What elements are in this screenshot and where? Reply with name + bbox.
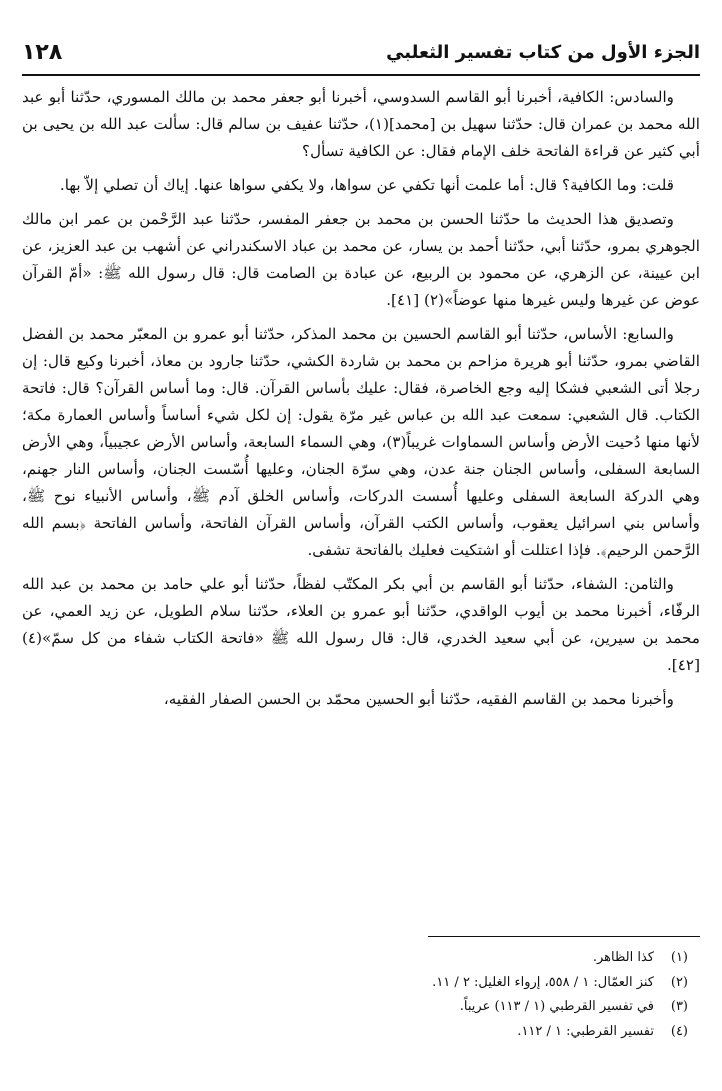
page-number: ١٢٨: [22, 39, 63, 65]
paragraph-question: قلت: وما الكافية؟ قال: أما علمت أنها تكفي عن سواها، ولا يكفي سواها عنها. إياك أن تصلي إلاّ بها.: [59, 176, 674, 194]
footnote-text: كنز العمّال: ١ / ٥٥٨، إرواء الغليل: ٢ / ١١.: [432, 974, 654, 990]
footnote-number: (١): [670, 950, 688, 965]
footnote-number: (٣): [670, 999, 688, 1014]
header-rule: [22, 74, 700, 76]
main-text: [22, 84, 700, 720]
footnote-number: (٢): [670, 974, 688, 990]
page-header: [22, 32, 700, 72]
paragraph-confirmation: وتصديق هذا الحديث ما حدّثنا الحسن بن محمد بن جعفر المفسر، حدّثنا عبد الرَّحْمن بن عمر ابن مالك الجوهري بمرو، حدّثنا أبي، حدّثنا أحمد بن يسار، عن محمد بن عباد الاسكندراني عن أشهب بن عبد العزيز، عن ابن عيينة، عن الزهري، عن محمود بن الربيع، عن عبادة بن الصامت قال: قال رسول الله ﷺ: «أمّ القرآن عوض عن غيرها وليس غيرها منها عوضاً»(٢) [٤١].: [22, 210, 700, 309]
footnote-item: [22, 946, 700, 971]
footnote-text: تفسير القرطبي: ١ / ١١٢.: [517, 1023, 654, 1039]
footnote-text: كذا الظاهر.: [592, 950, 654, 965]
paragraph-final: وأخبرنا محمد بن القاسم الفقيه، حدّثنا أبو الحسين محمّد بن الحسن الصفار الفقيه،: [163, 690, 674, 708]
paragraph-sixth: والسادس: الكافية، أخبرنا أبو القاسم السدوسي، أخبرنا أبو جعفر محمد بن مالك المسوري، حدّثنا أبو عبد الله محمد بن عمران قال: حدّثنا سهيل بن [محمد](١)، حدّثنا عفيف بن سالم قال: سألت عبد الله بن يحيى بن أبي كثير عن قراءة الفاتحة خلف الإمام فقال: عن الكافية تسأل؟: [22, 88, 700, 160]
footnote-item: [22, 1020, 700, 1045]
footnote-item: [22, 995, 700, 1020]
footnote-number: (٤): [670, 1023, 688, 1039]
footnote-text: في تفسير القرطبي (١ / ١١٣) عريباً.: [459, 999, 654, 1014]
paragraph-seventh: والسابع: الأساس، حدّثنا أبو القاسم الحسين بن محمد المذكر، حدّثنا أبو عمرو بن المعبّر محمد بن الفضل القاضي بمرو، حدّثنا أبو هريرة مزاحم بن محمد بن شاردة الكشي، حدّثنا جارود بن معاذ، أخبرنا وكيع قال: إن رجلا أتى الشعبي فشكا إليه وجع الخاصرة، فقال: عليك بأساس القرآن. قال: وما أساس القرآن؟ قال: فاتحة الكتاب. قال الشعبي: سمعت عبد الله بن عباس غير مرّة يقول: إن لكل شيء أساساً وأساس العمارة مكة؛ لأنها منها دُحيت الأرض وأساس السماوات غريباً(٣)، وهي السماء السابعة، وأساس الأرض عجيبياً، وهي الأرض السابعة السفلى، وأساس الجنان جنة عدن، وهي سرّة الجنان، وعليها أُسّست الجنان، وأساس النار جهنم، وهي الدركة السابعة السفلى وعليها أُسست الدركات، وأساس الخلق آدم ﷺ، وأساس الأنبياء نوح ﷺ، وأساس بني اسرائيل يعقوب، وأساس الكتب القرآن، وأساس القرآن الفاتحة، وأساس الفاتحة ﴿بسم الله الرَّحمن الرحيم﴾. فإذا اعتللت أو اشتكيت فعليك بالفاتحة تشفى.: [22, 325, 701, 559]
running-title: الجزء الأول من كتاب تفسير الثعلبي: [386, 41, 700, 63]
paragraph-eighth: والثامن: الشفاء، حدّثنا أبو القاسم بن أبي بكر المكتّب لفظاً، حدّثنا أبو علي حامد بن محمد بن عبد الله الرفّاء، أخبرنا محمد بن أيوب الواقدي، حدّثنا أبو عمرو بن العلاء، حدّثنا سلام الطويل، عن زيد العمي، عن محمد بن سيرين، عن أبي سعيد الخدري، قال: قال رسول الله ﷺ «فاتحة الكتاب شفاء من كل سمّ»(٤) [٤٢].: [22, 575, 700, 674]
footnote-item: [22, 971, 700, 996]
footnote-rule: [428, 936, 700, 937]
footnotes: [22, 946, 700, 1044]
